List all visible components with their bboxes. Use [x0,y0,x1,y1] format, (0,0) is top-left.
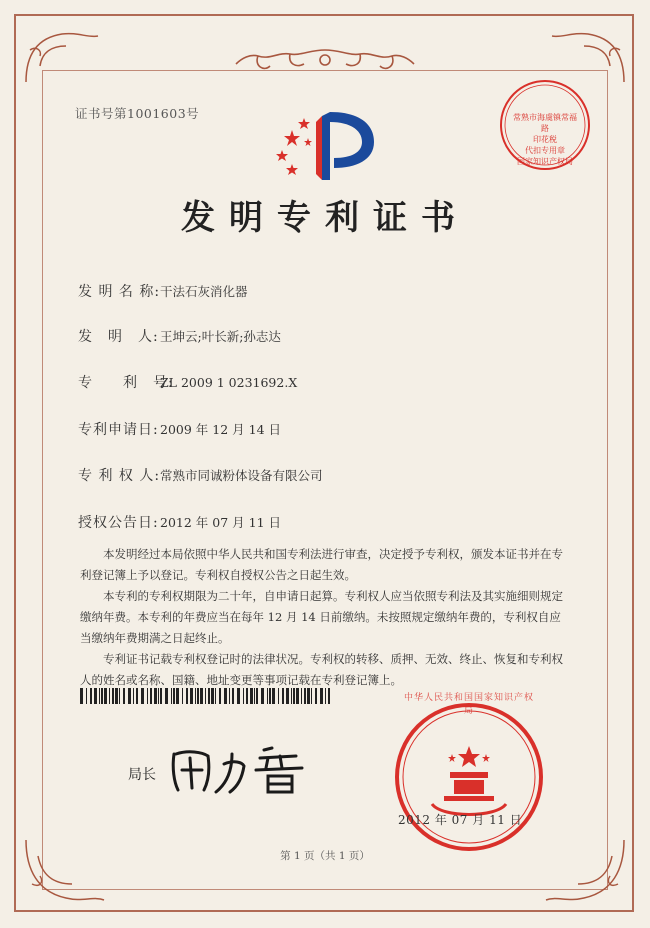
field-label: 发 明 名 称: [78,284,161,300]
field-patent-number [78,372,297,392]
barcode-bar [215,688,216,704]
barcode-bar [293,688,295,704]
barcode-bar [136,688,138,704]
barcode-bar [325,688,326,704]
field-label: 专利申请日: [78,422,159,438]
field-value: ZL 2009 1 0231692.X [160,375,298,390]
barcode-bar [237,688,240,704]
corner-ornament-top-left [22,26,102,86]
field-value: 王坤云;叶长新;孙志达 [160,329,281,344]
barcode-bar [90,688,92,704]
barcode-bar [101,688,103,704]
page-footer: 第 1 页（共 1 页） [280,850,370,862]
field-grant-date [78,512,281,532]
barcode-bar [267,688,268,704]
barcode [80,688,335,704]
barcode-bar [315,688,317,704]
barcode-bar [296,688,299,704]
tax-stamp-text [510,112,580,167]
barcode-bar [94,688,97,704]
barcode-bar [301,688,302,704]
barcode-bar [104,688,107,704]
barcode-bar [197,688,199,704]
barcode-bar [119,688,120,704]
barcode-bar [261,688,264,704]
barcode-bar [154,688,157,704]
barcode-bar [160,688,162,704]
barcode-bar [304,688,306,704]
barcode-bar [86,688,87,704]
barcode-bar [147,688,148,704]
barcode-bar [115,688,118,704]
barcode-bar [291,688,292,704]
paragraph-registration: 专利证书记载专利权登记时的法律状况。专利权的转移、质押、无效、终止、恢复和专利权人的姓名或名称、国籍、地址变更等事项记载在专利登记簿上。 [80,652,563,687]
barcode-bar [208,688,210,704]
barcode-bar [224,688,227,704]
barcode-bar [269,688,271,704]
barcode-bar [278,688,279,704]
barcode-bar [282,688,284,704]
barcode-bar [195,688,196,704]
barcode-bar [182,688,183,704]
field-value: 2009 年 12 月 14 日 [160,422,281,437]
barcode-bar [133,688,134,704]
barcode-bar [176,688,179,704]
field-label: 专 利 号: [78,375,174,391]
paragraph-grant: 本发明经过本局依照中华人民共和国专利法进行审查，决定授予专利权，颁发本证书并在专利登记簿上予以登记。专利权自授权公告之日起生效。 [80,547,563,582]
barcode-bar [256,688,258,704]
field-label: 专 利 权 人: [78,468,161,484]
barcode-bar [80,688,83,704]
barcode-bar [128,688,131,704]
barcode-bar [109,688,110,704]
barcode-bar [200,688,203,704]
tax-stamp-line-3: 代扣专用章 [525,146,565,155]
barcode-bar [272,688,275,704]
barcode-bar [141,688,144,704]
field-application-date [78,419,281,439]
barcode-bar [190,688,193,704]
barcode-bar [286,688,289,704]
barcode-bar [205,688,206,704]
barcode-bar [158,688,159,704]
field-value: 常熟市同诚粉体设备有限公司 [160,468,323,483]
field-value: 干法石灰消化器 [160,284,248,299]
barcode-bar [173,688,175,704]
barcode-bar [232,688,234,704]
field-label: 发 明 人: [78,329,159,345]
field-value: 2012 年 07 月 11 日 [160,515,281,530]
certificate-number: 证书号第1001603号 [75,106,200,121]
barcode-bar [211,688,214,704]
director-label: 局长 [128,767,156,783]
certificate-body [80,544,572,691]
certificate-title: 发明专利证书 [181,198,469,238]
field-invention-name [78,281,248,301]
barcode-bar [112,688,114,704]
barcode-bar [243,688,244,704]
patent-office-logo [270,108,380,184]
official-seal [392,700,546,854]
field-label: 授权公告日: [78,515,159,531]
tax-stamp-line-1: 常熟市海虞镇常福路 [513,113,577,133]
barcode-bar [254,688,255,704]
top-ornament [230,46,420,80]
tax-stamp-line-2: 印花税 [533,135,557,144]
barcode-bar [171,688,172,704]
director-signature [168,742,318,798]
corner-ornament-bottom-left [22,836,108,906]
field-inventors [78,326,281,346]
field-patentee [78,465,323,485]
tax-stamp-line-4: 国家知识产权局 [517,157,573,166]
barcode-bar [246,688,248,704]
paragraph-term: 本专利的专利权期限为二十年，自申请日起算。专利权人应当依照专利法及其实施细则规定缴纳年费。本专利的年费应当在每年 12 月 14 日前缴纳。未按照规定缴纳年费的，专利权自应当缴纳年费期满之日起终止。 [80,589,563,645]
barcode-bar [307,688,310,704]
barcode-bar [99,688,100,704]
barcode-bar [250,688,253,704]
barcode-bar [219,688,221,704]
barcode-bar [165,688,168,704]
barcode-bar [229,688,230,704]
barcode-bar [123,688,125,704]
seal-date: 2012 年 07 月 11 日 [398,813,523,827]
seal-text: 中华人民共和国国家知识产权局 [403,693,534,716]
barcode-bar [311,688,312,704]
corner-ornament-bottom-right [542,836,628,906]
barcode-bar [186,688,188,704]
barcode-bar [150,688,152,704]
barcode-bar [320,688,323,704]
barcode-bar [328,688,330,704]
